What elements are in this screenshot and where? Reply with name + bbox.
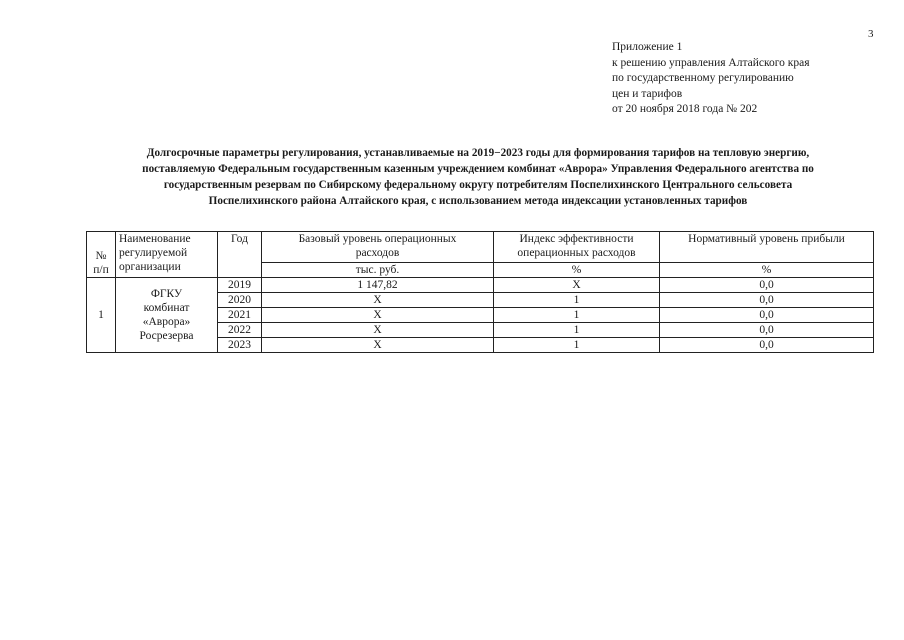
title-line: поставляемую Федеральным государственным казенным учреждением комбинат «Аврора» Управления Федерального агентства по: [142, 163, 814, 175]
cell-base: X: [262, 308, 494, 323]
cell-year: 2022: [218, 323, 262, 338]
appendix-line: от 20 ноября 2018 года № 202: [612, 103, 758, 115]
header-number-line2: п/п: [93, 264, 109, 276]
organization-name: [116, 278, 218, 353]
cell-base: X: [262, 338, 494, 353]
appendix-line: Приложение 1: [612, 41, 683, 53]
cell-profit: 0,0: [660, 338, 874, 353]
appendix-line: по государственному регулированию: [612, 72, 794, 84]
unit-profit: %: [660, 263, 874, 278]
header-organization-line2: регулируемой: [119, 247, 188, 259]
appendix-line: цен и тарифов: [612, 87, 683, 100]
cell-profit: 0,0: [660, 293, 874, 308]
parameters-table: [86, 231, 874, 353]
cell-index: 1: [494, 293, 660, 308]
table-row: [87, 278, 874, 293]
header-base-line1: Базовый уровень операционных: [298, 233, 457, 245]
title-line: Долгосрочные параметры регулирования, устанавливаемые на 2019−2023 годы для формирования тарифов на тепловую энергию,: [146, 147, 810, 159]
cell-index: 1: [494, 323, 660, 338]
cell-year: 2021: [218, 308, 262, 323]
row-number: 1: [87, 278, 116, 353]
cell-profit: 0,0: [660, 323, 874, 338]
appendix-block: [612, 40, 892, 118]
cell-year: 2019: [218, 278, 262, 293]
organization-line: комбинат: [143, 302, 190, 314]
header-base-line2: расходов: [355, 247, 400, 259]
cell-year: 2023: [218, 338, 262, 353]
page-number: 3: [868, 28, 874, 40]
cell-index: 1: [494, 308, 660, 323]
header-profit-level: Нормативный уровень прибыли: [660, 232, 874, 263]
header-index-line1: Индекс эффективности: [519, 233, 634, 245]
cell-index: 1: [494, 338, 660, 353]
header-year: Год: [218, 232, 262, 278]
header-number-line1: №: [95, 250, 107, 262]
cell-base: X: [262, 323, 494, 338]
header-organization-line1: Наименование: [119, 233, 191, 245]
cell-base: 1 147,82: [262, 278, 494, 293]
header-base-level: [262, 232, 494, 263]
unit-index: %: [494, 263, 660, 278]
header-organization-line3: организации: [119, 261, 181, 273]
cell-profit: 0,0: [660, 278, 874, 293]
unit-base: тыс. руб.: [262, 263, 494, 278]
header-efficiency-index: [494, 232, 660, 263]
table-header-row: [87, 232, 874, 263]
cell-profit: 0,0: [660, 308, 874, 323]
title-line: государственным резервам по Сибирскому федеральному округу потребителям Поспелихинского Центрального сельсовета: [163, 179, 793, 191]
cell-index: X: [494, 278, 660, 293]
document-title: [82, 145, 874, 209]
header-index-line2: операционных расходов: [517, 247, 636, 259]
organization-line: Росрезерва: [139, 330, 194, 342]
header-number: [87, 232, 116, 278]
title-line: Поспелихинского района Алтайского края, с использованием метода индексации установленных тарифов: [208, 195, 748, 207]
organization-line: ФГКУ: [150, 288, 183, 300]
cell-base: X: [262, 293, 494, 308]
header-organization: [116, 232, 218, 278]
appendix-line: к решению управления Алтайского края: [612, 56, 810, 69]
organization-line: «Аврора»: [142, 316, 191, 328]
cell-year: 2020: [218, 293, 262, 308]
